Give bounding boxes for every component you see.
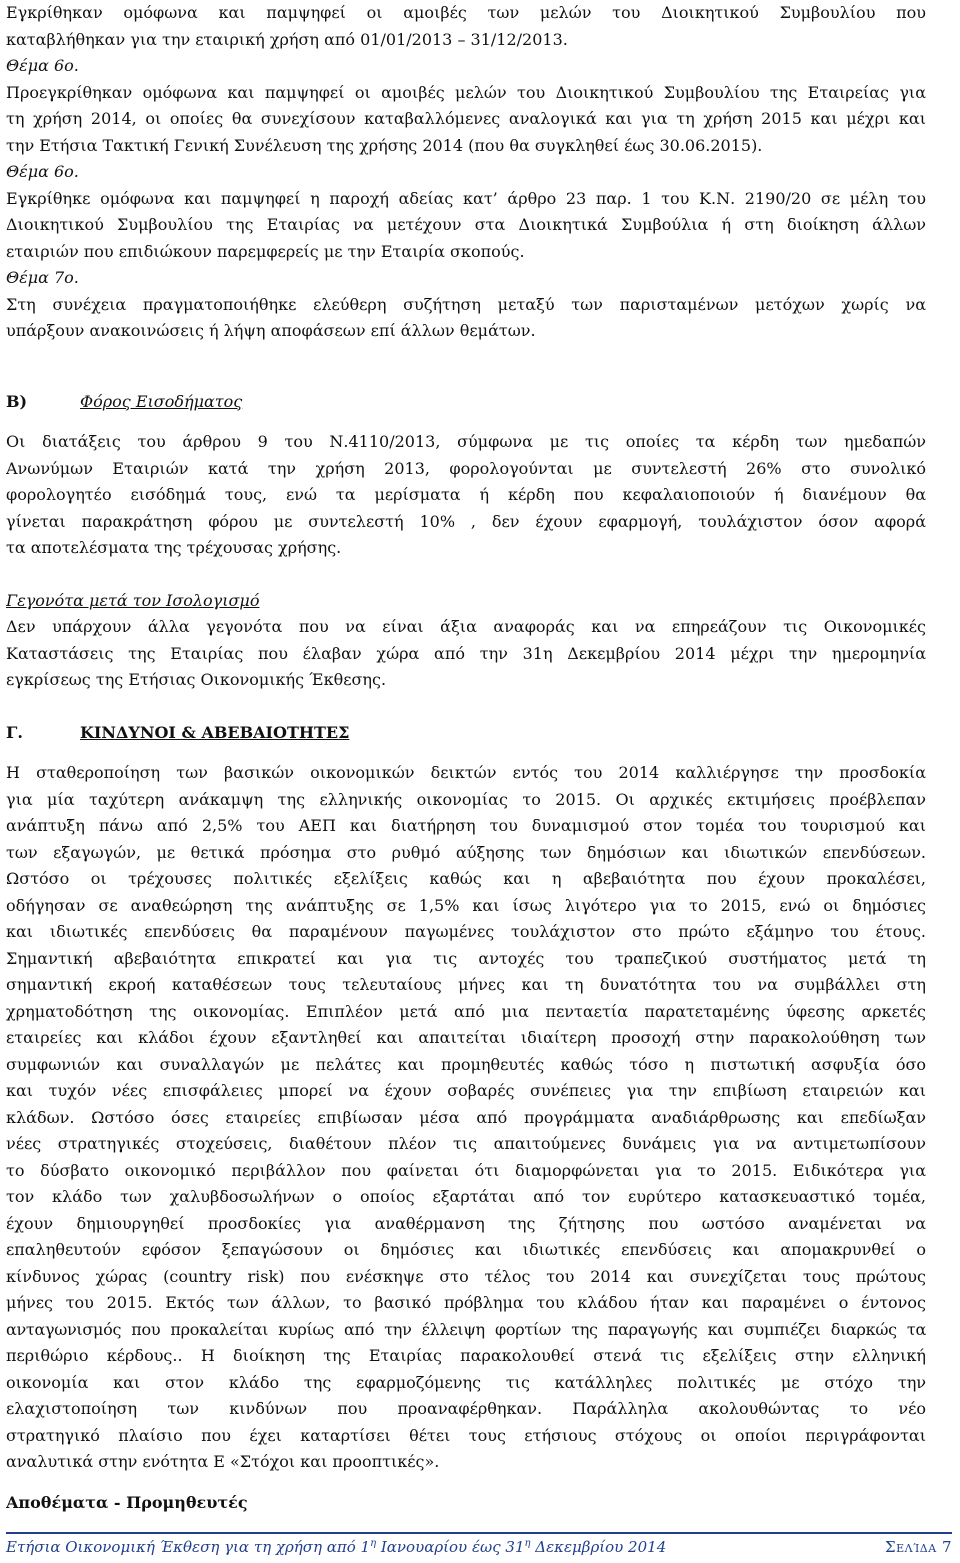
paragraph-line: φορολογητέο εισόδημά τους, ενώ τα μερίσματα ή κέρδη που κεφαλαιοποιούν ή διανέμουν θα	[6, 485, 926, 504]
paragraph-line: οικονομία και στον κλάδο της εφαρμοζόμενης τις κατάλληλες πολιτικές με στόχο την	[6, 1372, 926, 1392]
section-title: Φόρος Εισοδήματος	[80, 391, 243, 411]
paragraph-line: Στη συνέχεια πραγματοποιήθηκε ελεύθερη συζήτηση μεταξύ των παρισταμένων μετόχων χωρίς να	[6, 294, 926, 314]
paragraph-line: μήνες του 2015. Εκτός των άλλων, το βασικό πρόβλημα του κλάδου ήταν και παραμένει ο έντονος	[6, 1293, 926, 1312]
paragraph-line: περιθώριο κέρδους.. Η διοίκηση της Εταιρίας παρακολουθεί στενά τις εξελίξεις στην ελληνική	[6, 1346, 926, 1365]
paragraph-line: τον κλάδο των χαλυβδοσωλήνων ο οποίος εξαρτάται από τον ευρύτερο κατασκευαστικό τομέα,	[6, 1187, 926, 1206]
page-footer	[6, 1532, 952, 1556]
paragraph-line: νέες στρατηγικές στοχεύσεις, διαθέτουν πλέον τις απαιτούμενες δυνάμεις για να αντιμετωπίσουν	[6, 1134, 926, 1153]
paragraph-line: Δεν υπάρχουν άλλα γεγονότα που να είναι άξια αναφοράς και να επηρεάζουν τις Οικονομικές	[6, 617, 926, 636]
section-number: Γ.	[6, 722, 23, 742]
paragraph-line: εγκρίσεως της Ετήσιας Οικονομικής Έκθεσης.	[6, 670, 387, 689]
paragraph-line: οδήγησαν σε αναθεώρηση της ανάπτυξης σε 1,5% και ίσως λιγότερο για το 2015, ενώ οι δημόσιες	[6, 895, 926, 915]
paragraph-line: Ωστόσο οι τρέχουσες πολιτικές εξελίξεις καθώς και η αβεβαιότητα που έχουν προκαλέσει,	[6, 869, 926, 888]
footer-title: Ετήσια Οικονομική Έκθεση για τη χρήση από $1^\eta$ Ιανουαρίου έως $31^\eta$ Δεκεμβρίου 2014	[6, 1538, 667, 1556]
paragraph-line: εταιριών που επιδιώκουν παρεμφερείς με την Εταιρία σκοπούς.	[6, 241, 525, 261]
paragraph-line: στρατηγικό πλαίσιο που έχει καταρτίσει θέτει τους ετήσιους στόχους οι οποίοι περιγράφονται	[6, 1425, 926, 1445]
paragraph-line: Καταστάσεις της Εταιρίας που έλαβαν χώρα από την 31η Δεκεμβρίου 2014 μέχρι την ημερομηνία	[6, 643, 926, 663]
events-heading: Γεγονότα μετά τον Ισολογισμό	[6, 590, 260, 610]
paragraph-line: Σημαντική αβεβαιότητα επικρατεί και για τις αντοχές του τραπεζικού συστήματος μετά τη	[6, 948, 926, 968]
paragraph-line: κλάδων. Ωστόσο όσες εταιρείες επιβίωσαν μέσα από προγράμματα αναδιάρθρωσης και επεδίωξαν	[6, 1107, 926, 1127]
paragraph-line: εταιρείες και κλάδοι έχουν εξαντληθεί και απαιτείται ιδιαίτερη προσοχή στην παρακολούθηση των	[6, 1028, 926, 1047]
suppliers-heading: Αποθέματα - Προμηθευτές	[6, 1492, 248, 1512]
section-c-heading	[6, 720, 926, 747]
paragraph-line: και τυχόν νέες επισφάλειες μπορεί να έχουν σοβαρές συνέπειες για την επιβίωση εταιρειών και	[6, 1081, 926, 1100]
paragraph-line: γίνεται παρακράτηση φόρου με συντελεστή 10% , δεν έχουν εφαρμογή, τουλάχιστον όσον αφορά	[6, 511, 926, 531]
paragraph-line: χρηματοδότηση της οικονομίας. Επιπλέον μετά από μια πενταετία παρατεταμένης ύφεσης αρκετές	[6, 1001, 926, 1021]
paragraph-line: Διοικητικού Συμβουλίου της Εταιρίας να μετέχουν στα Διοικητικά Συμβούλια ή στη διοίκηση άλλων	[6, 215, 926, 234]
paragraph-line: Εγκρίθηκε ομόφωνα και παμψηφεί η παροχή αδείας κατ’ άρθρο 23 παρ. 1 του Κ.Ν. 2190/20 σε μέλη του	[6, 188, 926, 208]
paragraph-line: ανταγωνισμός που προκαλείται κυρίως από την έλλειψη φορτίων της παραγωγής και συμπιέζει διαρκώς τα	[6, 1319, 926, 1339]
paragraph-line: Εγκρίθηκαν ομόφωνα και παμψηφεί οι αμοιβές των μελών του Διοικητικού Συμβουλίου που	[6, 3, 926, 22]
document-page	[6, 0, 926, 1516]
topic-heading: Θέμα 7ο.	[6, 268, 79, 287]
paragraph-line: ανάπτυξη πάνω από 2,5% του ΑΕΠ και διατήρηση του δυναμισμού στον τομέα του τουρισμού και	[6, 816, 926, 835]
paragraph-line: υπάρξουν ανακοινώσεις ή λήψη αποφάσεων επί άλλων θεμάτων.	[6, 321, 536, 340]
paragraph-line: συμφωνιών και συναλλαγών με πελάτες και προμηθευτές καθώς τόσο η πιστωτική ασφυξία όσο	[6, 1054, 926, 1074]
paragraph-line: για μία ταχύτερη ανάκαμψη της ελληνικής οικονομίας το 2015. Οι αρχικές εκτιμήσεις προέβλεπαν	[6, 789, 926, 809]
section-title: ΚΙΝΔΥΝΟΙ & ΑΒΕΒΑΙΟΤΗΤΕΣ	[80, 722, 350, 742]
topic-heading: Θέμα 6ο.	[6, 162, 79, 181]
paragraph-line: κίνδυνος χώρας (country risk) που ενέσκηψε στο τέλος του 2014 και συνεχίζεται τους πρώτους	[6, 1266, 926, 1286]
paragraph-line: έχουν δημιουργηθεί προσδοκίες για αναθέρμανση της ζήτησης που ωστόσο αναμένεται να	[6, 1213, 926, 1233]
paragraph-line: Ανωνύμων Εταιριών κατά την χρήση 2013, φορολογούνται με συντελεστή 26% στο συνολικό	[6, 458, 926, 478]
paragraph-line: καταβλήθηκαν για την εταιρική χρήση από 01/01/2013 – 31/12/2013.	[6, 29, 568, 49]
paragraph-line: των εξαγωγών, με θετικά πρόσημα στο ρυθμό αύξησης των δημόσιων και ιδιωτικών επενδύσεων.	[6, 842, 926, 862]
paragraph-line: Προεγκρίθηκαν ομόφωνα και παμψηφεί οι αμοιβές μελών του Διοικητικού Συμβουλίου της Εταιρείας για	[6, 82, 926, 102]
paragraph-line: την Ετήσια Τακτική Γενική Συνέλευση της χρήσης 2014 (που θα συγκληθεί έως 30.06.2015).	[6, 135, 763, 155]
paragraph-line: ελαχιστοποίηση των κινδύνων που προαναφέρθηκαν. Παράλληλα ακολουθώντας το νέο	[6, 1399, 926, 1418]
page-number: Σελίδα 7	[885, 1538, 952, 1556]
paragraph-line: Η σταθεροποίηση των βασικών οικονομικών δεικτών εντός του 2014 καλλιέργησε την προσδοκία	[6, 763, 926, 782]
paragraph-line: αναλυτικά στην ενότητα Ε «Στόχοι και προοπτικές».	[6, 1452, 440, 1471]
paragraph-line: τα αποτελέσματα της τρέχουσας χρήσης.	[6, 538, 342, 557]
paragraph-line: και ιδιωτικές επενδύσεις θα παραμένουν παγωμένες τουλάχιστον στο πρώτο εξάμηνο του έτους.	[6, 922, 926, 941]
paragraph-line: τη χρήση 2014, οι οποίες θα συνεχίσουν καταβαλλόμενες αναλογικά και για τη χρήση 2015 και μέχρι και	[6, 109, 926, 128]
paragraph-line: επαληθευτούν εφόσον ξεπαγώσουν οι δημόσιες και ιδιωτικές επενδύσεις και απομακρυνθεί ο	[6, 1240, 926, 1259]
paragraph-line: το δύσβατο οικονομικό περιβάλλον που φαίνεται ότι διαμορφώνεται για το 2015. Ειδικότερα για	[6, 1160, 926, 1180]
paragraph-line: σημαντική εκροή καταθέσεων τους τελευταίους μήνες και τη δυνατότητα του να συμβάλλει στη	[6, 975, 926, 994]
paragraph-line: Οι διατάξεις του άρθρου 9 του Ν.4110/2013, σύμφωνα με τις οποίες τα κέρδη των ημεδαπών	[6, 432, 926, 451]
topic-heading: Θέμα 6ο.	[6, 56, 79, 75]
section-number: Β)	[6, 391, 28, 411]
section-b-heading	[6, 389, 926, 416]
